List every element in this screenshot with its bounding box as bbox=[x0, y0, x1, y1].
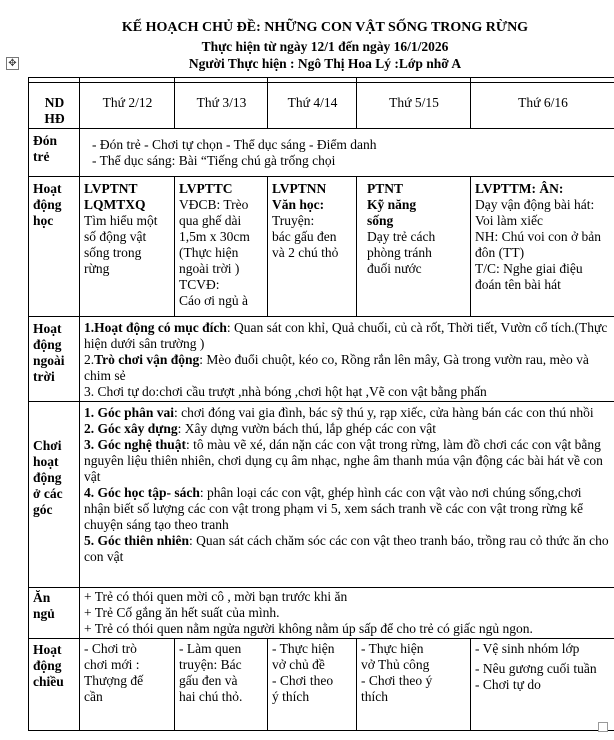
table-move-handle-icon[interactable]: ✥ bbox=[6, 57, 19, 70]
don-tre-content: - Đón trẻ - Chơi tự chọn - Thể dục sáng - Điểm danh - Thể dục sáng: Bài “Tiếng chú gà trống chọi bbox=[80, 129, 614, 177]
corner-cell: ND HĐ bbox=[29, 83, 80, 129]
row-label-ngoai-troi: Hoạt động ngoài trời bbox=[29, 317, 80, 402]
weekly-plan-table bbox=[28, 77, 614, 731]
lesson-tuesday: LVPTTC VĐCB: Trèo qua ghế dài 1,5m x 30cm (Thực hiện ngoài trời ) TCVĐ: Cáo ơi ngủ à bbox=[175, 177, 268, 317]
row-label-don-tre: Đón trẻ bbox=[29, 129, 80, 177]
row-don-tre bbox=[29, 129, 614, 177]
lesson-monday: LVPTNT LQMTXQ Tìm hiểu một số động vật sống trong rừng bbox=[80, 177, 175, 317]
row-label-hoat-dong-hoc: Hoạt động học bbox=[29, 177, 80, 317]
afternoon-thursday: - Thực hiện vở Thủ công - Chơi theo ý thích bbox=[357, 639, 471, 731]
an-ngu-content: + Trẻ có thói quen mời cô , mời bạn trước khi ăn + Trẻ Cố gắng ăn hết suất của mình. + Trẻ có thói quen nằm ngửa người không nằm úp sấp để cho trẻ có giấc ngủ ngon. bbox=[80, 588, 614, 639]
row-label-hoat-dong-chieu: Hoạt động chiều bbox=[29, 639, 80, 731]
row-hoat-dong-chieu bbox=[29, 639, 614, 731]
afternoon-tuesday: - Làm quen truyện: Bác gấu đen và hai chú thỏ. bbox=[175, 639, 268, 731]
day-header: Thứ 2/12 bbox=[80, 83, 175, 129]
row-choi-goc bbox=[29, 402, 614, 588]
choi-goc-content: 1. Góc phân vai: chơi đóng vai gia đình, bác sỹ thú y, rạp xiếc, cửa hàng bán các con thú nhồi 2. Góc xây dựng: Xây dựng vườn bách thú, lắp ghép các con vật 3. Góc nghệ thuật: tô màu vẽ xé, dán nặn các con vật trong rừng, làm đồ chơi các con vật bằng nguyên liệu thiên nhiên, chơi dụng cụ âm nhạc, nghe âm thanh múa vận động các bài hát về con vật 4. Góc học tập- sách: phân loại các con vật, ghép hình các con vật vào nơi chúng sống,chơi nhận biết số lượng các con vật trong phạm vi 5, xem sách tranh về các con vật trong rừng kể chuyện sáng tạo theo tranh 5. Góc thiên nhiên: Quan sát cách chăm sóc các con vật theo tranh báo, trồng rau cỏ thức ăn cho con vật bbox=[80, 402, 614, 588]
table-header-row bbox=[29, 83, 614, 129]
plan-teacher: Người Thực hiện : Ngô Thị Hoa Lý :Lớp nhỡ A bbox=[188, 56, 462, 71]
row-hoat-dong-hoc bbox=[29, 177, 614, 317]
row-an-ngu bbox=[29, 588, 614, 639]
day-header: Thứ 5/15 bbox=[357, 83, 471, 129]
plan-dates: Thực hiện từ ngày 12/1 đến ngày 16/1/2026 bbox=[201, 39, 449, 54]
row-label-choi-goc: Chơi hoạt động ở các góc bbox=[29, 402, 80, 588]
afternoon-wednesday: - Thực hiện vở chủ đề - Chơi theo ý thích bbox=[268, 639, 357, 731]
day-header: Thứ 4/14 bbox=[268, 83, 357, 129]
row-hoat-dong-ngoai-troi bbox=[29, 317, 614, 402]
afternoon-friday: - Vệ sinh nhóm lớp - Nêu gương cuối tuần - Chơi tự do bbox=[471, 639, 614, 731]
row-label-an-ngu: Ăn ngủ bbox=[29, 588, 80, 639]
day-header: Thứ 3/13 bbox=[175, 83, 268, 129]
afternoon-monday: - Chơi trò chơi mới : Thượng đế cần bbox=[80, 639, 175, 731]
plan-title: KẾ HOẠCH CHỦ ĐỀ: NHỮNG CON VẬT SỐNG TRONG RỪNG bbox=[121, 20, 529, 35]
lesson-wednesday: LVPTNN Văn học: Truyện: bác gấu đen và 2 chú thỏ bbox=[268, 177, 357, 317]
day-header: Thứ 6/16 bbox=[471, 83, 614, 129]
lesson-thursday: PTNT Kỹ năng sống Dạy trẻ cách phòng tránh đuối nước bbox=[357, 177, 471, 317]
lesson-friday: LVPTTM: ÂN: Dạy vận động bài hát: Voi làm xiếc NH: Chú voi con ở bản đôn (TT) T/C: Nghe giai điệu đoán tên bài hát bbox=[471, 177, 614, 317]
ngoai-troi-content: 1.Hoạt động có mục đích: Quan sát con khỉ, Quả chuối, củ cà rốt, Thời tiết, Vườn cổ tích.(Thực hiện dưới sân trường ) 2.Trò chơi vận động: Mèo đuổi chuột, kéo co, Rồng rắn lên mây, Gà trong vườn rau, mèo và chim sẻ 3. Chơi tự do:chơi cầu trượt ,nhà bóng ,chơi hột hạt ,Vẽ con vật bằng phấn bbox=[80, 317, 614, 402]
table-resize-handle[interactable] bbox=[598, 722, 608, 732]
